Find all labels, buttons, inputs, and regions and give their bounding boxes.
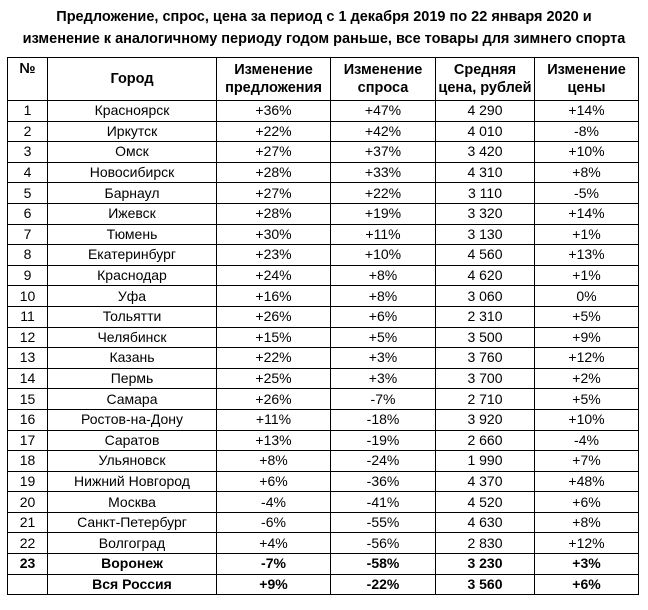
row-number-cell: 18: [8, 451, 48, 472]
city-name-cell: Барнаул: [48, 183, 217, 204]
demand-change-cell: -58%: [331, 554, 436, 575]
supply-change-cell: +11%: [217, 409, 331, 430]
demand-change-cell: -18%: [331, 409, 436, 430]
demand-change-cell: +6%: [331, 306, 436, 327]
price-change-cell: +12%: [535, 348, 639, 369]
demand-change-cell: +19%: [331, 203, 436, 224]
city-stats-table: [7, 57, 639, 595]
supply-change-cell: +28%: [217, 203, 331, 224]
supply-change-cell: +8%: [217, 451, 331, 472]
row-number-cell: 23: [8, 554, 48, 575]
row-number-cell: 5: [8, 183, 48, 204]
header-text: цена, рублей: [438, 80, 532, 96]
row-number-cell: 8: [8, 245, 48, 266]
row-number-cell: 9: [8, 265, 48, 286]
row-number-cell: 7: [8, 224, 48, 245]
demand-change-cell: +11%: [331, 224, 436, 245]
header-text: спроса: [357, 80, 409, 96]
table-row: [8, 533, 639, 554]
average-price-cell: 3 920: [436, 409, 535, 430]
table-row: [8, 574, 639, 595]
supply-change-cell: +24%: [217, 265, 331, 286]
price-change-cell: +10%: [535, 142, 639, 163]
city-name-cell: Ростов-на-Дону: [48, 409, 217, 430]
average-price-cell: 3 500: [436, 327, 535, 348]
supply-change-cell: +6%: [217, 471, 331, 492]
average-price-cell: 3 320: [436, 203, 535, 224]
demand-change-cell: +3%: [331, 368, 436, 389]
header-text: Изменение: [234, 62, 313, 78]
row-number-cell: 2: [8, 121, 48, 142]
demand-change-cell: -24%: [331, 451, 436, 472]
table-row: [8, 368, 639, 389]
demand-change-cell: -56%: [331, 533, 436, 554]
price-change-cell: +14%: [535, 101, 639, 122]
demand-change-cell: -7%: [331, 389, 436, 410]
average-price-cell: 2 310: [436, 306, 535, 327]
row-number-cell: 1: [8, 101, 48, 122]
supply-change-cell: +13%: [217, 430, 331, 451]
city-name-cell: Челябинск: [48, 327, 217, 348]
supply-change-cell: +36%: [217, 101, 331, 122]
city-name-cell: Волгоград: [48, 533, 217, 554]
demand-change-cell: -41%: [331, 492, 436, 513]
average-price-cell: 3 110: [436, 183, 535, 204]
supply-change-cell: +26%: [217, 389, 331, 410]
supply-change-cell: +22%: [217, 121, 331, 142]
table-row: [8, 142, 639, 163]
city-name-cell: Пермь: [48, 368, 217, 389]
city-name-cell: Омск: [48, 142, 217, 163]
price-change-cell: +6%: [535, 574, 639, 595]
header-number: №: [8, 58, 48, 101]
supply-change-cell: +9%: [217, 574, 331, 595]
table-row: [8, 306, 639, 327]
city-name-cell: Москва: [48, 492, 217, 513]
table-row: [8, 348, 639, 369]
demand-change-cell: +10%: [331, 245, 436, 266]
city-name-cell: Екатеринбург: [48, 245, 217, 266]
table-row: [8, 101, 639, 122]
city-name-cell: Санкт-Петербург: [48, 512, 217, 533]
average-price-cell: 3 560: [436, 574, 535, 595]
supply-change-cell: -4%: [217, 492, 331, 513]
average-price-cell: 3 130: [436, 224, 535, 245]
demand-change-cell: +47%: [331, 101, 436, 122]
supply-change-cell: +28%: [217, 162, 331, 183]
city-name-cell: Саратов: [48, 430, 217, 451]
demand-change-cell: +8%: [331, 286, 436, 307]
demand-change-cell: +22%: [331, 183, 436, 204]
supply-change-cell: -7%: [217, 554, 331, 575]
header-text: предложения: [225, 80, 322, 96]
row-number-cell: 12: [8, 327, 48, 348]
supply-change-cell: -6%: [217, 512, 331, 533]
city-name-cell: Самара: [48, 389, 217, 410]
price-change-cell: +14%: [535, 203, 639, 224]
average-price-cell: 3 060: [436, 286, 535, 307]
price-change-cell: +48%: [535, 471, 639, 492]
price-change-cell: +10%: [535, 409, 639, 430]
price-change-cell: +5%: [535, 306, 639, 327]
city-name-cell: Казань: [48, 348, 217, 369]
price-change-cell: -4%: [535, 430, 639, 451]
price-change-cell: +8%: [535, 162, 639, 183]
header-text: Изменение: [547, 62, 626, 78]
city-name-cell: Новосибирск: [48, 162, 217, 183]
table-row: [8, 245, 639, 266]
supply-change-cell: +30%: [217, 224, 331, 245]
table-row: [8, 162, 639, 183]
row-number-cell: 22: [8, 533, 48, 554]
demand-change-cell: +37%: [331, 142, 436, 163]
average-price-cell: 2 830: [436, 533, 535, 554]
demand-change-cell: -55%: [331, 512, 436, 533]
average-price-cell: 4 620: [436, 265, 535, 286]
supply-change-cell: +4%: [217, 533, 331, 554]
price-change-cell: +7%: [535, 451, 639, 472]
row-number-cell: 17: [8, 430, 48, 451]
row-number-cell: 20: [8, 492, 48, 513]
demand-change-cell: -36%: [331, 471, 436, 492]
table-row: [8, 471, 639, 492]
price-change-cell: +5%: [535, 389, 639, 410]
row-number-cell: 11: [8, 306, 48, 327]
supply-change-cell: +26%: [217, 306, 331, 327]
table-row: [8, 430, 639, 451]
header-text: Средняя: [453, 62, 517, 78]
price-change-cell: +12%: [535, 533, 639, 554]
demand-change-cell: -22%: [331, 574, 436, 595]
average-price-cell: 4 290: [436, 101, 535, 122]
table-row: [8, 327, 639, 348]
price-change-cell: -5%: [535, 183, 639, 204]
supply-change-cell: +27%: [217, 142, 331, 163]
average-price-cell: 4 630: [436, 512, 535, 533]
table-row: [8, 512, 639, 533]
table-row: [8, 451, 639, 472]
table-row: [8, 224, 639, 245]
average-price-cell: 4 010: [436, 121, 535, 142]
supply-change-cell: +22%: [217, 348, 331, 369]
supply-change-cell: +27%: [217, 183, 331, 204]
average-price-cell: 3 700: [436, 368, 535, 389]
average-price-cell: 4 560: [436, 245, 535, 266]
price-change-cell: +2%: [535, 368, 639, 389]
price-change-cell: +1%: [535, 224, 639, 245]
price-change-cell: -8%: [535, 121, 639, 142]
row-number-cell: 3: [8, 142, 48, 163]
city-name-cell: Красноярск: [48, 101, 217, 122]
average-price-cell: 3 760: [436, 348, 535, 369]
average-price-cell: 3 420: [436, 142, 535, 163]
price-change-cell: +13%: [535, 245, 639, 266]
city-name-cell: Нижний Новгород: [48, 471, 217, 492]
average-price-cell: 3 230: [436, 554, 535, 575]
table-row: [8, 183, 639, 204]
price-change-cell: +9%: [535, 327, 639, 348]
row-number-cell: 16: [8, 409, 48, 430]
supply-change-cell: +25%: [217, 368, 331, 389]
city-name-cell: Уфа: [48, 286, 217, 307]
header-supply-change: [217, 58, 331, 101]
price-change-cell: +8%: [535, 512, 639, 533]
header-text: цены: [567, 80, 606, 96]
city-name-cell: Тольятти: [48, 306, 217, 327]
header-price-change: [535, 58, 639, 101]
table-row: [8, 389, 639, 410]
header-average-price: [436, 58, 535, 101]
average-price-cell: 4 310: [436, 162, 535, 183]
header-text: Изменение: [343, 62, 423, 78]
table-row: [8, 203, 639, 224]
table-row: [8, 554, 639, 575]
average-price-cell: 4 520: [436, 492, 535, 513]
average-price-cell: 2 710: [436, 389, 535, 410]
table-row: [8, 265, 639, 286]
row-number-cell: 21: [8, 512, 48, 533]
average-price-cell: 2 660: [436, 430, 535, 451]
city-name-cell: Иркутск: [48, 121, 217, 142]
row-number-cell: 13: [8, 348, 48, 369]
table-row: [8, 492, 639, 513]
row-number-cell: 4: [8, 162, 48, 183]
table-row: [8, 121, 639, 142]
title-line-1: Предложение, спрос, цена за период с 1 декабря 2019 по 22 января 2020 и: [56, 9, 592, 25]
supply-change-cell: +15%: [217, 327, 331, 348]
demand-change-cell: +33%: [331, 162, 436, 183]
table-header-row: [8, 58, 639, 101]
price-change-cell: +1%: [535, 265, 639, 286]
price-change-cell: +6%: [535, 492, 639, 513]
average-price-cell: 1 990: [436, 451, 535, 472]
city-name-cell: Ульяновск: [48, 451, 217, 472]
price-change-cell: 0%: [535, 286, 639, 307]
row-number-cell: 6: [8, 203, 48, 224]
city-name-cell: Тюмень: [48, 224, 217, 245]
row-number-cell: [8, 574, 48, 595]
header-city: Город: [48, 58, 217, 101]
row-number-cell: 10: [8, 286, 48, 307]
table-row: [8, 286, 639, 307]
table-row: [8, 409, 639, 430]
demand-change-cell: +8%: [331, 265, 436, 286]
demand-change-cell: +5%: [331, 327, 436, 348]
row-number-cell: 14: [8, 368, 48, 389]
city-name-cell: Воронеж: [48, 554, 217, 575]
supply-change-cell: +23%: [217, 245, 331, 266]
supply-change-cell: +16%: [217, 286, 331, 307]
demand-change-cell: -19%: [331, 430, 436, 451]
demand-change-cell: +42%: [331, 121, 436, 142]
document-title: [0, 6, 648, 50]
price-change-cell: +3%: [535, 554, 639, 575]
row-number-cell: 19: [8, 471, 48, 492]
city-name-cell: Краснодар: [48, 265, 217, 286]
city-name-cell: Вся Россия: [48, 574, 217, 595]
demand-change-cell: +3%: [331, 348, 436, 369]
title-line-2: изменение к аналогичному периоду годом раньше, все товары для зимнего спорта: [22, 31, 626, 47]
city-name-cell: Ижевск: [48, 203, 217, 224]
header-demand-change: [331, 58, 436, 101]
average-price-cell: 4 370: [436, 471, 535, 492]
row-number-cell: 15: [8, 389, 48, 410]
